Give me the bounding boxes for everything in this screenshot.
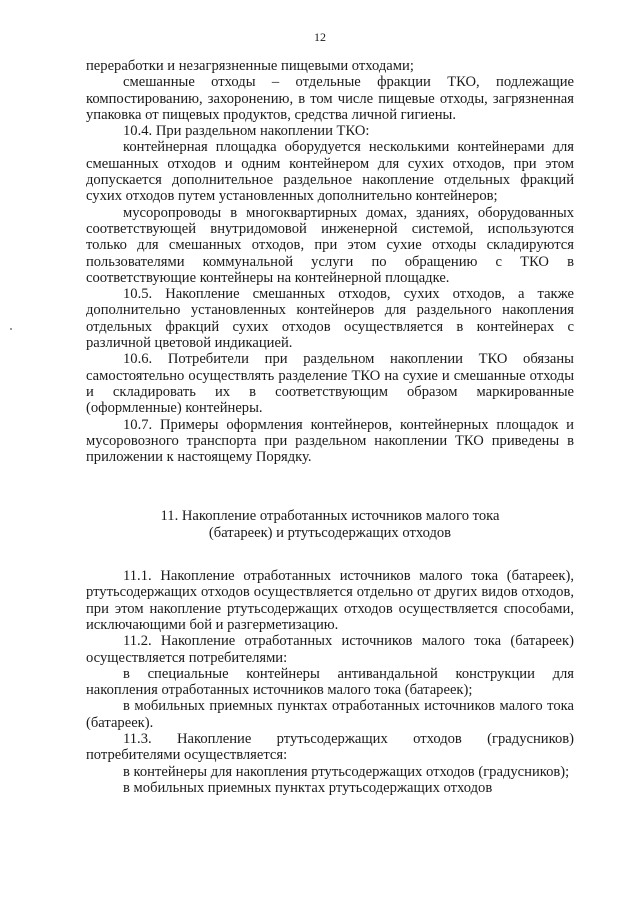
- page-number: 12: [314, 30, 326, 44]
- section-heading: [86, 508, 574, 541]
- paragraph: 10.4. При раздельном накоплении ТКО:: [123, 123, 370, 140]
- document-body: [86, 58, 574, 796]
- paragraph: 11.2. Накопление отработанных источников малого тока (батареек) осуществляется потребителями:: [86, 633, 574, 666]
- paragraph: мусоропроводы в многоквартирных домах, зданиях, оборудованных соответствующей внутридомовой инженерной системой, используются только для смешанных отходов, при этом сухие отходы складируются пользователями коммунальной услуги по обращению с ТКО в соответствующие контейнеры на контейнерной площадке.: [86, 204, 574, 286]
- paragraph: в контейнеры для накопления ртутьсодержащих отходов (градусников);: [123, 763, 570, 780]
- paragraph: в мобильных приемных пунктах отработанных источников малого тока (батареек).: [86, 698, 574, 731]
- paragraph: 10.6. Потребители при раздельном накоплении ТКО обязаны самостоятельно осуществлять разделение ТКО на сухие и смешанные отходы и складировать их в соответствующим образом маркированные (оформленные) контейнеры.: [86, 351, 574, 417]
- paragraph: 10.7. Примеры оформления контейнеров, контейнерных площадок и мусоровозного транспорта при раздельном накоплении ТКО приведены в приложении к настоящему Порядку.: [86, 416, 574, 466]
- paragraph: в специальные контейнеры антивандальной конструкции для накопления отработанных источников малого тока (батареек);: [86, 665, 574, 699]
- paragraphs-after-section: [86, 568, 574, 796]
- paragraph: контейнерная площадка оборудуется несколькими контейнерами для смешанных отходов и одним контейнером для сухих отходов, при этом допускается дополнительное раздельное накопление отдельных фракций сухих отходов путем установленных дополнительно контейнеров;: [86, 139, 574, 205]
- paragraph: 11.3. Накопление ртутьсодержащих отходов (градусников) потребителями осуществляется:: [86, 730, 574, 764]
- margin-mark: [10, 328, 12, 330]
- paragraph: в мобильных приемных пунктах ртутьсодержащих отходов: [123, 779, 493, 796]
- paragraph: переработки и незагрязненные пищевыми отходами;: [86, 58, 414, 74]
- paragraph: 11.1. Накопление отработанных источников малого тока (батареек), ртутьсодержащих отходов осуществляется отдельно от других видов отходов, при этом накопление ртутьсодержащих отходов осуществляется способами, исключающими бой и разгерметизацию.: [86, 568, 574, 633]
- section-heading-line-2: (батареек) и ртутьсодержащих отходов: [208, 524, 452, 541]
- section-heading-line-1: 11. Накопление отработанных источников малого тока: [160, 508, 500, 525]
- paragraph: 10.5. Накопление смешанных отходов, сухих отходов, а также дополнительно установленных контейнеров для раздельного накопления отдельных фракций сухих отходов осуществляется в контейнерах с различной цветовой индикацией.: [86, 286, 574, 352]
- paragraphs-before-section: [86, 58, 574, 465]
- paragraph: смешанные отходы – отдельные фракции ТКО, подлежащие компостированию, захоронению, в том числе пищевые отходы, загрязненная упаковка от пищевых продуктов, средства личной гигиены.: [86, 74, 574, 123]
